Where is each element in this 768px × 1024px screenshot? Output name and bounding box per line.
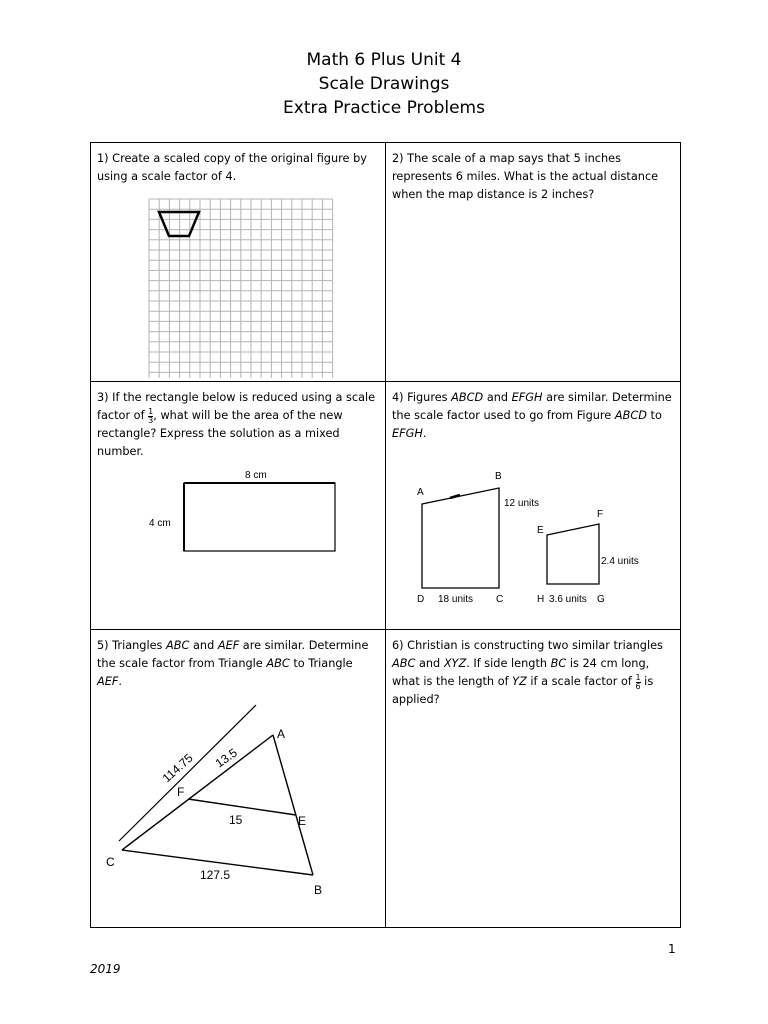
label-d: D xyxy=(417,594,425,605)
problem-3-cell xyxy=(91,382,386,630)
problem-2-text: 2) The scale of a map says that 5 inches represents 6 miles. What is the actual distance when the map distance is 2 inches? xyxy=(392,152,659,201)
side-ab xyxy=(273,735,313,875)
label-h: H xyxy=(537,594,545,605)
header-subtitle: Scale Drawings xyxy=(318,74,450,94)
label-g: G xyxy=(597,594,605,605)
header-title: Math 6 Plus Unit 4 xyxy=(306,50,462,70)
problem-2-cell xyxy=(386,143,681,382)
grid-figure xyxy=(148,198,338,378)
problem-6-text: 6) Christian is constructing two similar triangles ABC and XYZ. If side length BC is 24 cm long, what is the length of YZ if a scale factor of $\frac{1}{6}$ is applied? xyxy=(392,639,663,706)
figure-efgh xyxy=(547,524,599,584)
label-b: B xyxy=(495,471,502,482)
fraction-one-sixth: $\frac{1}{6}$ xyxy=(635,672,641,691)
side-fg-label: 2.4 units xyxy=(601,556,639,567)
problem-5-text: 5) Triangles ABC and AEF are similar. Determine the scale factor from Triangle ABC to Triangle AEF. xyxy=(97,639,369,688)
label-b: B xyxy=(314,883,323,897)
page-number: 1 xyxy=(668,942,676,956)
length-af-label: 13.5 xyxy=(212,745,240,771)
side-ac xyxy=(122,735,273,850)
side-hg-label: 3.6 units xyxy=(549,594,587,605)
length-cb-label: 127.5 xyxy=(200,868,231,882)
similar-quadrilaterals-diagram xyxy=(392,454,672,624)
rectangle-shape xyxy=(184,483,335,551)
height-label: 4 cm xyxy=(149,518,171,529)
similar-triangles-diagram xyxy=(97,701,381,901)
header-heading: Extra Practice Problems xyxy=(283,98,485,118)
label-a: A xyxy=(277,727,286,741)
page-header xyxy=(0,48,768,120)
label-e: E xyxy=(537,525,544,536)
problem-6-cell xyxy=(386,630,681,928)
side-bc-label: 12 units xyxy=(504,498,540,509)
label-c: C xyxy=(496,594,504,605)
side-dc-label: 18 units xyxy=(438,594,474,605)
length-ac-label: 114.75 xyxy=(159,750,196,786)
fraction-one-third: $\frac{1}{3}$ xyxy=(148,406,154,425)
problem-4-text: 4) Figures ABCD and EFGH are similar. Determine the scale factor used to go from Figure ABCD to EFGH. xyxy=(392,391,672,440)
width-label: 8 cm xyxy=(245,470,267,481)
label-f: F xyxy=(177,785,185,799)
problem-5-cell xyxy=(91,630,386,928)
footer-year: 2019 xyxy=(90,962,121,976)
label-a: A xyxy=(417,487,424,498)
label-c: C xyxy=(106,855,115,869)
label-e: E xyxy=(298,814,307,828)
problem-4-cell xyxy=(386,382,681,630)
length-fe-label: 15 xyxy=(229,813,243,827)
problem-3-text: 3) If the rectangle below is reduced using a scale factor of $\frac{1}{3}$ , what will be the area of the new rectangle? Express the solution as a mixed number. xyxy=(97,391,376,458)
problems-table xyxy=(90,142,681,928)
rectangle-diagram xyxy=(97,469,377,569)
problem-1-cell xyxy=(91,143,386,382)
figure-abcd xyxy=(422,488,499,588)
problem-1-text: 1) Create a scaled copy of the original figure by using a scale factor of 4. xyxy=(97,152,367,183)
label-f: F xyxy=(597,509,604,520)
trapezoid-figure xyxy=(159,212,199,236)
